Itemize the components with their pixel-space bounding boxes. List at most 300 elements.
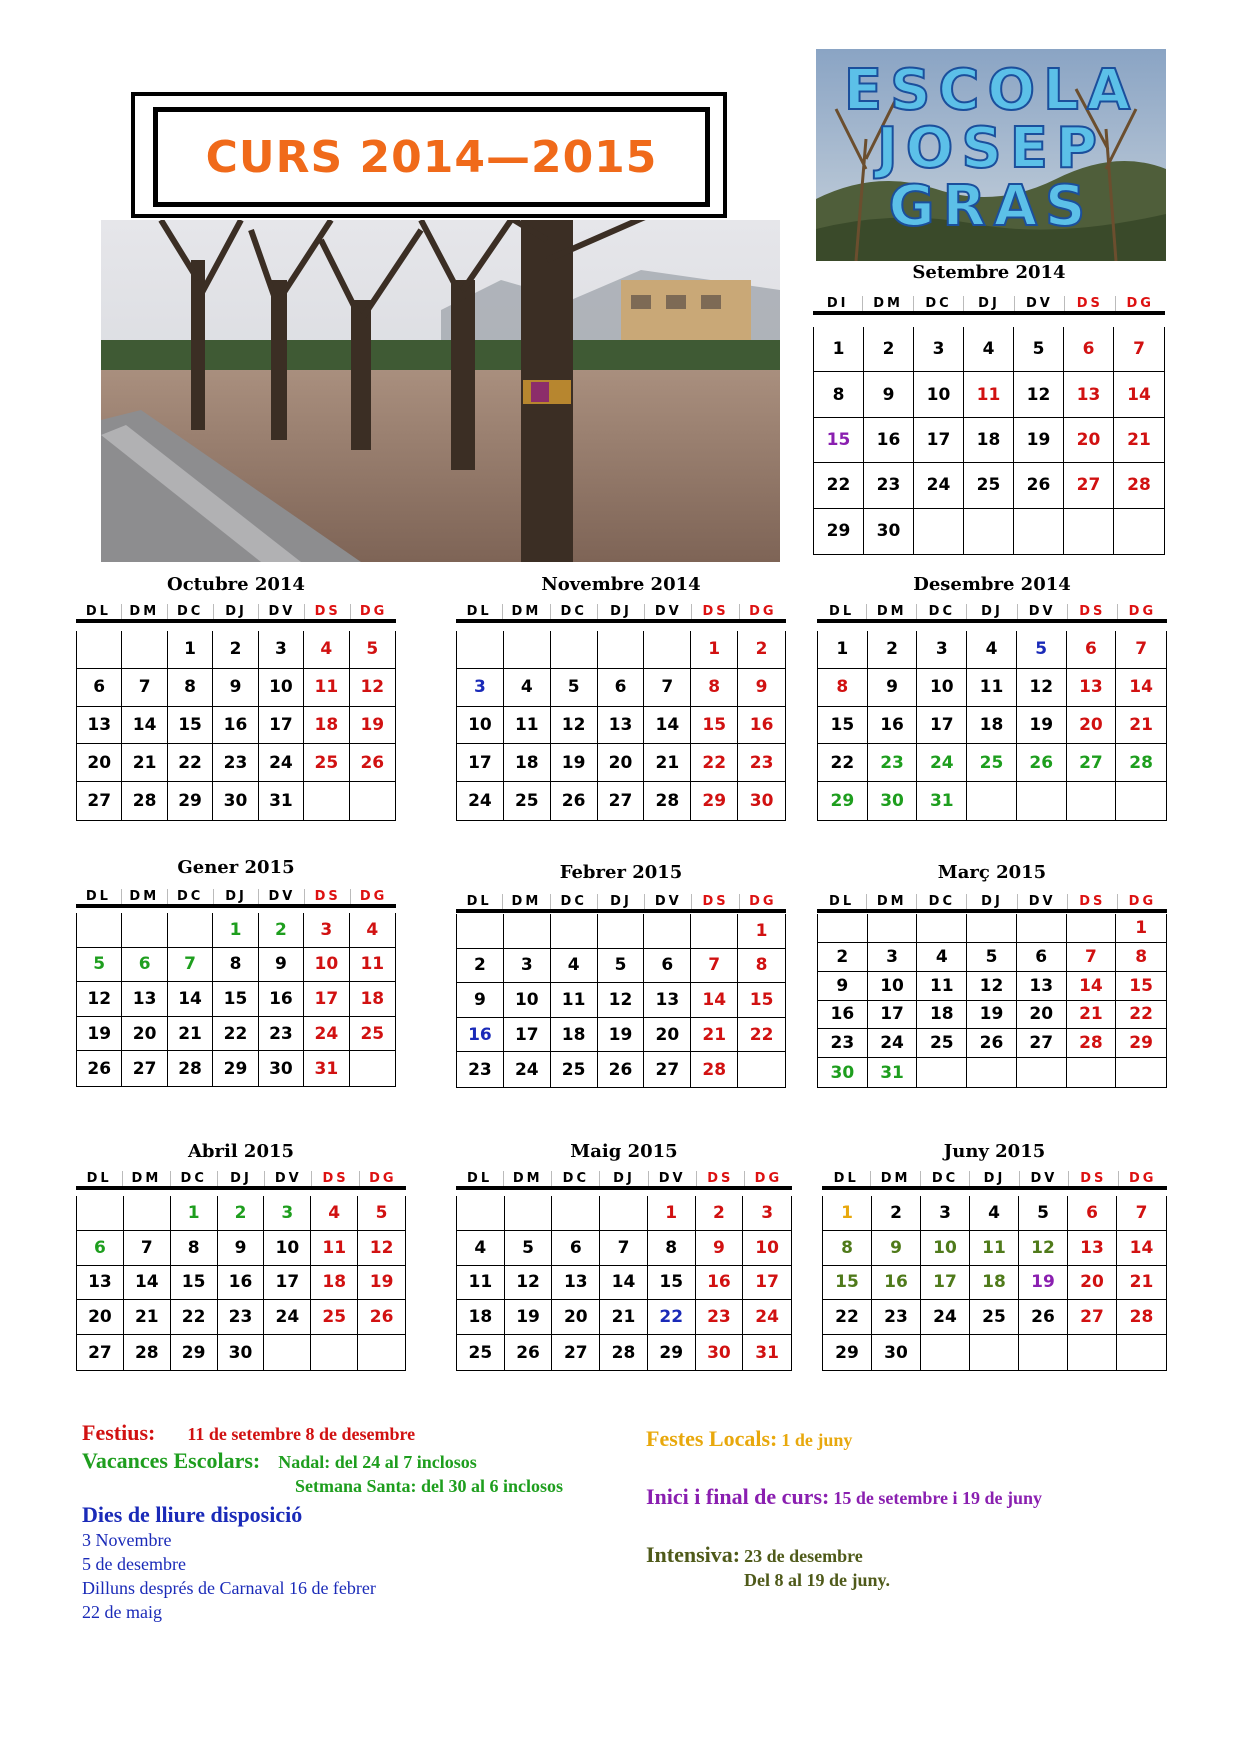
day-cell: 4 xyxy=(917,943,967,972)
day-cell: 14 xyxy=(168,982,213,1017)
day-cell: 15 xyxy=(738,983,785,1018)
day-cell: 31 xyxy=(304,1051,349,1086)
day-cell: 17 xyxy=(868,1001,918,1030)
day-cell: 22 xyxy=(818,744,868,782)
day-cell: 24 xyxy=(868,1029,918,1058)
day-cell: 30 xyxy=(818,1058,868,1087)
empty-day-cell xyxy=(1017,782,1067,820)
empty-day-cell xyxy=(1067,1058,1117,1087)
day-cell: 10 xyxy=(917,669,967,707)
day-cell: 23 xyxy=(696,1300,744,1335)
day-cell: 14 xyxy=(600,1266,648,1301)
weekday-header: DS xyxy=(1067,894,1117,909)
day-cell: 23 xyxy=(864,463,914,508)
lliure-label: Dies de lliure disposició xyxy=(82,1502,303,1527)
day-cell: 28 xyxy=(1116,744,1166,782)
weekday-header: DL xyxy=(833,1171,859,1186)
day-cell: 26 xyxy=(551,782,598,820)
weekday-header: DJ xyxy=(597,604,644,619)
day-cell: 25 xyxy=(970,1300,1019,1335)
day-cell: 22 xyxy=(168,744,213,782)
day-cell: 29 xyxy=(171,1335,218,1370)
day-cell: 2 xyxy=(864,327,914,372)
empty-day-cell xyxy=(311,1335,358,1370)
day-cell: 19 xyxy=(350,707,395,745)
day-cell: 1 xyxy=(814,327,864,372)
logo-line-1: ESCOLA xyxy=(843,58,1139,123)
day-cell: 25 xyxy=(350,1017,395,1052)
day-cell: 24 xyxy=(259,744,304,782)
legend-festius xyxy=(82,1420,415,1446)
weekday-header: DV xyxy=(644,894,691,909)
weekday-header: DS xyxy=(304,604,350,619)
weekday-header: DL xyxy=(829,604,855,619)
day-cell: 27 xyxy=(122,1051,167,1086)
day-cell: 10 xyxy=(259,669,304,707)
weekday-header: DS xyxy=(304,889,350,904)
day-cell: 8 xyxy=(823,1231,872,1266)
day-cell: 15 xyxy=(213,982,258,1017)
day-cell: 2 xyxy=(738,631,785,669)
empty-day-cell xyxy=(644,914,691,949)
day-cell: 19 xyxy=(598,1018,645,1053)
weekday-header: DM xyxy=(502,604,549,619)
day-cell: 22 xyxy=(823,1300,872,1335)
day-cell: 14 xyxy=(644,707,691,745)
day-cell: 21 xyxy=(168,1017,213,1052)
day-cell: 30 xyxy=(696,1335,744,1370)
empty-day-cell xyxy=(504,631,551,669)
day-cell: 6 xyxy=(598,669,645,707)
day-cell: 6 xyxy=(644,949,691,984)
weekday-header-row xyxy=(456,604,786,623)
day-cell: 4 xyxy=(504,669,551,707)
day-cell: 25 xyxy=(311,1300,358,1335)
day-cell: 1 xyxy=(818,631,868,669)
weekday-header-row xyxy=(456,1171,792,1190)
empty-day-cell xyxy=(122,913,167,948)
day-cell: 28 xyxy=(691,1052,738,1087)
day-cell: 14 xyxy=(122,707,167,745)
day-cell: 7 xyxy=(1114,327,1164,372)
day-cell: 26 xyxy=(1017,744,1067,782)
intensiva-label: Intensiva: xyxy=(646,1542,741,1567)
day-cell: 6 xyxy=(1017,943,1067,972)
weekday-header: DM xyxy=(870,1171,919,1186)
day-cell: 23 xyxy=(818,1029,868,1058)
weekday-header: DM xyxy=(502,894,549,909)
day-cell: 23 xyxy=(868,744,918,782)
empty-day-cell xyxy=(691,914,738,949)
day-cell: 28 xyxy=(1114,463,1164,508)
day-cell: 20 xyxy=(552,1300,600,1335)
day-cell: 11 xyxy=(311,1231,358,1266)
day-cell: 27 xyxy=(1067,744,1117,782)
day-cell: 25 xyxy=(917,1029,967,1058)
day-cell: 19 xyxy=(551,744,598,782)
day-cell: 27 xyxy=(1068,1300,1117,1335)
day-cell: 20 xyxy=(598,744,645,782)
logo-line-3: GRAS xyxy=(888,174,1094,239)
month-title: Abril 2015 xyxy=(187,1141,295,1162)
day-cell: 18 xyxy=(917,1001,967,1030)
weekday-header: DC xyxy=(916,604,966,619)
weekday-header: DM xyxy=(862,296,912,311)
day-cell: 10 xyxy=(868,972,918,1001)
day-cell: 20 xyxy=(77,1300,124,1335)
legend-inici-final xyxy=(646,1484,1042,1510)
festius-text: 11 de setembre 8 de desembre xyxy=(187,1424,416,1444)
day-cell: 1 xyxy=(213,913,258,948)
weekday-header: DL xyxy=(466,894,492,909)
empty-day-cell xyxy=(457,631,504,669)
school-logo-image xyxy=(816,49,1166,261)
day-cell: 4 xyxy=(311,1196,358,1231)
day-cell: 30 xyxy=(213,782,258,820)
empty-day-cell xyxy=(914,509,964,554)
weekday-header: DM xyxy=(122,1171,169,1186)
day-cell: 27 xyxy=(77,782,122,820)
weekday-header-row xyxy=(76,604,396,623)
day-cell: 30 xyxy=(868,782,918,820)
day-cell: 9 xyxy=(738,669,785,707)
day-cell: 23 xyxy=(259,1017,304,1052)
day-cell: 19 xyxy=(967,1001,1017,1030)
empty-day-cell xyxy=(122,631,167,669)
day-cell: 18 xyxy=(311,1266,358,1301)
day-cell: 1 xyxy=(823,1196,872,1231)
day-cell: 18 xyxy=(970,1266,1019,1301)
day-cell: 19 xyxy=(1019,1266,1068,1301)
month-title: Setembre 2014 xyxy=(912,262,1066,283)
day-cell: 18 xyxy=(350,982,395,1017)
day-cell: 8 xyxy=(168,669,213,707)
day-cell: 4 xyxy=(457,1231,505,1266)
weekday-header: DS xyxy=(1064,296,1114,311)
empty-day-cell xyxy=(818,914,868,943)
empty-day-cell xyxy=(1019,1335,1068,1370)
weekday-header: DV xyxy=(1017,604,1067,619)
weekday-header: DC xyxy=(550,894,597,909)
day-cell: 3 xyxy=(921,1196,970,1231)
day-cell: 24 xyxy=(921,1300,970,1335)
day-cell: 28 xyxy=(168,1051,213,1086)
days-grid xyxy=(456,631,786,821)
day-cell: 13 xyxy=(644,983,691,1018)
day-cell: 5 xyxy=(967,943,1017,972)
day-cell: 12 xyxy=(598,983,645,1018)
day-cell: 15 xyxy=(648,1266,696,1301)
day-cell: 3 xyxy=(304,913,349,948)
day-cell: 13 xyxy=(1067,669,1117,707)
day-cell: 17 xyxy=(504,1018,551,1053)
day-cell: 31 xyxy=(868,1058,918,1087)
empty-day-cell xyxy=(77,631,122,669)
day-cell: 11 xyxy=(504,707,551,745)
intensiva-line-1: 23 de desembre xyxy=(744,1546,863,1566)
day-cell: 13 xyxy=(122,982,167,1017)
day-cell: 27 xyxy=(644,1052,691,1087)
empty-day-cell xyxy=(917,1058,967,1087)
day-cell: 18 xyxy=(551,1018,598,1053)
day-cell: 4 xyxy=(970,1196,1019,1231)
day-cell: 23 xyxy=(872,1300,921,1335)
empty-day-cell xyxy=(1116,782,1166,820)
day-cell: 22 xyxy=(648,1300,696,1335)
day-cell: 20 xyxy=(77,744,122,782)
weekday-header: DG xyxy=(1117,894,1167,909)
day-cell: 26 xyxy=(358,1300,405,1335)
days-grid xyxy=(813,327,1165,555)
day-cell: 24 xyxy=(264,1300,311,1335)
weekday-header: DV xyxy=(264,1171,311,1186)
day-cell: 11 xyxy=(967,669,1017,707)
day-cell: 1 xyxy=(168,631,213,669)
day-cell: 21 xyxy=(1116,707,1166,745)
weekday-header: DJ xyxy=(213,889,259,904)
day-cell: 28 xyxy=(1117,1300,1166,1335)
day-cell: 7 xyxy=(691,949,738,984)
day-cell: 8 xyxy=(171,1231,218,1266)
empty-day-cell xyxy=(921,1335,970,1370)
day-cell: 5 xyxy=(598,949,645,984)
weekday-header-row xyxy=(76,1171,406,1190)
day-cell: 26 xyxy=(1014,463,1064,508)
weekday-header: DM xyxy=(121,889,167,904)
day-cell: 26 xyxy=(1019,1300,1068,1335)
day-cell: 13 xyxy=(77,1266,124,1301)
days-grid xyxy=(456,1196,792,1371)
logo-line-2: JOSEP xyxy=(876,116,1106,181)
empty-day-cell xyxy=(970,1335,1019,1370)
month-title: Maig 2015 xyxy=(570,1141,678,1162)
day-cell: 3 xyxy=(457,669,504,707)
weekday-header: DL xyxy=(466,604,492,619)
day-cell: 16 xyxy=(868,707,918,745)
day-cell: 6 xyxy=(122,948,167,983)
days-grid xyxy=(76,1196,406,1371)
weekday-header: DS xyxy=(1068,1171,1117,1186)
empty-day-cell xyxy=(1064,509,1114,554)
day-cell: 25 xyxy=(551,1052,598,1087)
empty-day-cell xyxy=(551,631,598,669)
day-cell: 28 xyxy=(600,1335,648,1370)
day-cell: 12 xyxy=(1019,1231,1068,1266)
day-cell: 1 xyxy=(171,1196,218,1231)
locals-text: 1 de juny xyxy=(781,1430,853,1450)
day-cell: 9 xyxy=(868,669,918,707)
day-cell: 18 xyxy=(967,707,1017,745)
empty-day-cell xyxy=(505,1196,553,1231)
day-cell: 27 xyxy=(77,1335,124,1370)
day-cell: 12 xyxy=(77,982,122,1017)
day-cell: 4 xyxy=(551,949,598,984)
days-grid xyxy=(76,913,396,1087)
empty-day-cell xyxy=(1068,1335,1117,1370)
day-cell: 15 xyxy=(171,1266,218,1301)
day-cell: 20 xyxy=(1064,418,1114,463)
day-cell: 23 xyxy=(218,1300,265,1335)
day-cell: 27 xyxy=(552,1335,600,1370)
weekday-header: DC xyxy=(920,1171,969,1186)
day-cell: 3 xyxy=(743,1196,791,1231)
weekday-header: DL xyxy=(85,604,111,619)
inici-label: Inici i final de curs: xyxy=(646,1484,830,1509)
lliure-item: 3 Novembre xyxy=(82,1530,172,1550)
day-cell: 19 xyxy=(505,1300,553,1335)
empty-day-cell xyxy=(350,1051,395,1086)
day-cell: 23 xyxy=(213,744,258,782)
weekday-header: DV xyxy=(648,1171,696,1186)
weekday-header-row xyxy=(813,296,1165,315)
day-cell: 13 xyxy=(598,707,645,745)
day-cell: 13 xyxy=(1064,372,1114,417)
day-cell: 2 xyxy=(868,631,918,669)
day-cell: 12 xyxy=(350,669,395,707)
day-cell: 11 xyxy=(970,1231,1019,1266)
day-cell: 24 xyxy=(743,1300,791,1335)
day-cell: 4 xyxy=(350,913,395,948)
legend-festes-locals xyxy=(646,1426,852,1452)
day-cell: 2 xyxy=(696,1196,744,1231)
vacances-label: Vacances Escolars: xyxy=(82,1448,261,1473)
day-cell: 11 xyxy=(964,372,1014,417)
day-cell: 18 xyxy=(504,744,551,782)
day-cell: 5 xyxy=(77,948,122,983)
day-cell: 28 xyxy=(1067,1029,1117,1058)
day-cell: 15 xyxy=(168,707,213,745)
day-cell: 19 xyxy=(358,1266,405,1301)
day-cell: 29 xyxy=(168,782,213,820)
weekday-header-row xyxy=(76,889,396,908)
day-cell: 26 xyxy=(598,1052,645,1087)
day-cell: 12 xyxy=(551,707,598,745)
day-cell: 17 xyxy=(457,744,504,782)
day-cell: 22 xyxy=(1116,1001,1166,1030)
day-cell: 14 xyxy=(124,1266,171,1301)
day-cell: 1 xyxy=(1116,914,1166,943)
day-cell: 16 xyxy=(213,707,258,745)
empty-day-cell xyxy=(1117,1335,1166,1370)
day-cell: 20 xyxy=(1017,1001,1067,1030)
day-cell: 13 xyxy=(77,707,122,745)
day-cell: 26 xyxy=(967,1029,1017,1058)
day-cell: 21 xyxy=(124,1300,171,1335)
empty-day-cell xyxy=(504,914,551,949)
month-title: Desembre 2014 xyxy=(913,574,1071,595)
day-cell: 2 xyxy=(218,1196,265,1231)
weekday-header: DG xyxy=(350,604,396,619)
day-cell: 10 xyxy=(304,948,349,983)
day-cell: 19 xyxy=(77,1017,122,1052)
day-cell: 25 xyxy=(457,1335,505,1370)
day-cell: 2 xyxy=(457,949,504,984)
weekday-header: DI xyxy=(826,296,849,311)
empty-day-cell xyxy=(457,1196,505,1231)
day-cell: 29 xyxy=(213,1051,258,1086)
day-cell: 30 xyxy=(218,1335,265,1370)
weekday-header: DL xyxy=(86,1171,112,1186)
day-cell: 9 xyxy=(218,1231,265,1266)
day-cell: 20 xyxy=(644,1018,691,1053)
day-cell: 8 xyxy=(738,949,785,984)
day-cell: 23 xyxy=(457,1052,504,1087)
day-cell: 5 xyxy=(358,1196,405,1231)
weekday-header: DS xyxy=(311,1171,358,1186)
day-cell: 11 xyxy=(551,983,598,1018)
lliure-item: Dilluns després de Carnaval 16 de febrer xyxy=(82,1578,376,1598)
empty-day-cell xyxy=(644,631,691,669)
day-cell: 17 xyxy=(259,707,304,745)
empty-day-cell xyxy=(350,782,395,820)
day-cell: 27 xyxy=(598,782,645,820)
weekday-header: DL xyxy=(829,894,855,909)
day-cell: 21 xyxy=(691,1018,738,1053)
day-cell: 12 xyxy=(967,972,1017,1001)
weekday-header: DC xyxy=(167,604,213,619)
day-cell: 5 xyxy=(350,631,395,669)
day-cell: 5 xyxy=(1014,327,1064,372)
weekday-header: DL xyxy=(467,1171,493,1186)
weekday-header: DG xyxy=(739,604,786,619)
weekday-header: DM xyxy=(121,604,167,619)
day-cell: 17 xyxy=(917,707,967,745)
day-cell: 31 xyxy=(755,1342,779,1363)
day-cell: 30 xyxy=(872,1335,921,1370)
day-cell: 8 xyxy=(818,669,868,707)
empty-day-cell xyxy=(457,914,504,949)
day-cell: 8 xyxy=(213,948,258,983)
day-cell: 17 xyxy=(921,1266,970,1301)
days-grid xyxy=(456,914,786,1088)
day-cell: 29 xyxy=(823,1335,872,1370)
weekday-header: DM xyxy=(866,604,916,619)
weekday-header-row xyxy=(817,894,1167,913)
day-cell: 11 xyxy=(350,948,395,983)
day-cell: 7 xyxy=(1116,631,1166,669)
day-cell: 14 xyxy=(691,983,738,1018)
day-cell: 25 xyxy=(304,744,349,782)
weekday-header: DG xyxy=(1118,1171,1167,1186)
day-cell: 13 xyxy=(1068,1231,1117,1266)
day-cell: 29 xyxy=(818,782,868,820)
weekday-header: DC xyxy=(167,889,213,904)
day-cell: 21 xyxy=(122,744,167,782)
vacances-line-2: Setmana Santa: del 30 al 6 inclosos xyxy=(295,1476,564,1496)
day-cell: 25 xyxy=(504,782,551,820)
day-cell: 9 xyxy=(864,372,914,417)
day-cell: 6 xyxy=(552,1231,600,1266)
day-cell: 16 xyxy=(864,418,914,463)
school-yard-photo xyxy=(101,220,780,562)
day-cell: 23 xyxy=(738,744,785,782)
weekday-header: DJ xyxy=(217,1171,264,1186)
weekday-header: DC xyxy=(550,604,597,619)
day-cell: 16 xyxy=(738,707,785,745)
day-cell: 3 xyxy=(917,631,967,669)
weekday-header: DG xyxy=(359,1171,406,1186)
day-cell: 25 xyxy=(964,463,1014,508)
day-cell: 30 xyxy=(749,791,774,812)
weekday-header: DC xyxy=(551,1171,599,1186)
day-cell: 22 xyxy=(814,463,864,508)
day-cell: 27 xyxy=(1064,463,1114,508)
empty-day-cell xyxy=(1017,914,1067,943)
day-cell: 1 xyxy=(691,631,738,669)
day-cell: 15 xyxy=(1116,972,1166,1001)
days-grid xyxy=(76,631,396,821)
day-cell: 24 xyxy=(917,744,967,782)
